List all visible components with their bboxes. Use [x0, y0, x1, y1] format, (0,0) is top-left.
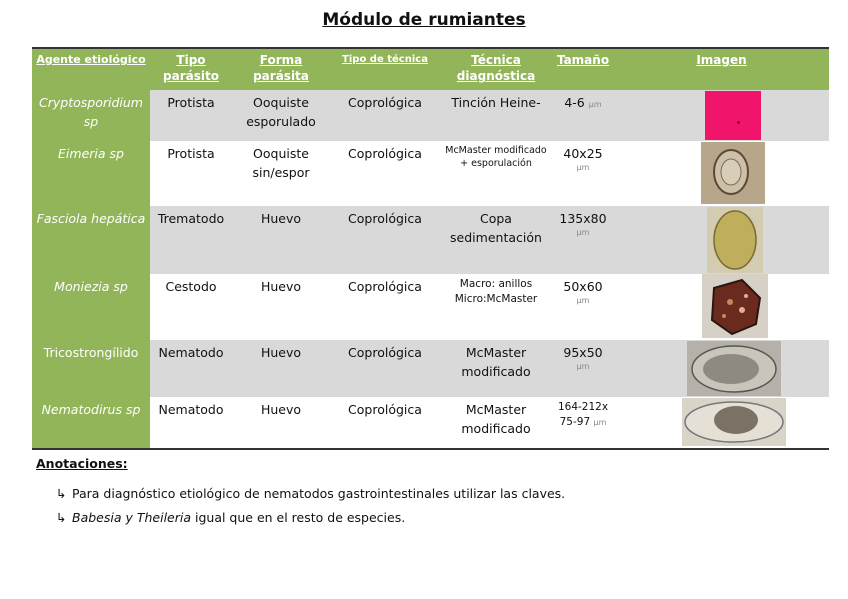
size-cell	[552, 90, 614, 141]
table-row	[32, 397, 829, 449]
arrow-bullet-icon: ↳	[56, 510, 67, 525]
agent-cell: Nematodirus sp	[32, 397, 150, 449]
image-cell	[614, 206, 829, 274]
size-value: 50x60	[563, 279, 603, 294]
size-cell	[552, 141, 614, 206]
size-unit: µm	[576, 228, 590, 237]
size-unit: µm	[576, 163, 590, 172]
technique-cell: McMaster modificado	[440, 340, 552, 397]
eimeria-image	[701, 142, 765, 204]
type-cell: Nematodo	[150, 340, 232, 397]
note-species: Babesia y Theileria	[72, 510, 192, 525]
agent-cell: Tricostrongílido	[32, 340, 150, 397]
technique-type-cell: Coprológica	[348, 146, 422, 161]
type-cell: Protista	[150, 90, 232, 141]
image-cell	[614, 141, 829, 206]
table-header-row	[32, 48, 829, 90]
size-value: 40x25	[563, 146, 603, 161]
type-cell: Nematodo	[158, 402, 224, 417]
tricostrongilido-egg	[687, 341, 781, 396]
type-cell: Trematodo	[150, 206, 232, 274]
type-cell: Cestodo	[165, 279, 217, 294]
agent-cell: Cryptosporidium sp	[32, 90, 150, 141]
table-row	[32, 141, 829, 206]
agent-cell: Eimeria sp	[32, 141, 150, 206]
note-text: Para diagnóstico etiológico de nematodos gastrointestinales utilizar las claves.	[72, 486, 566, 501]
header-technique-type: Tipo de técnica	[330, 48, 440, 90]
eimeria-oocyst	[701, 142, 765, 204]
technique-type-cell: Coprológica	[348, 402, 422, 417]
technique-cell: Tinción Heine-	[440, 90, 552, 141]
annotations-title: Anotaciones:	[36, 456, 128, 471]
image-cell	[614, 340, 829, 397]
size-unit: µm	[576, 296, 590, 305]
form-cell: Huevo	[260, 279, 302, 294]
fasciola-egg	[707, 207, 763, 273]
header-size: Tamaño	[552, 48, 614, 90]
technique-micro: Micro:McMaster	[454, 293, 538, 305]
size-range-length: 164-212x	[557, 401, 609, 413]
header-image: Imagen	[614, 48, 829, 90]
arrow-bullet-icon: ↳	[56, 486, 67, 501]
size-unit: µm	[588, 100, 602, 109]
moniezia-image	[702, 274, 768, 338]
page-title: Módulo de rumiantes	[322, 10, 526, 30]
form-cell: Huevo	[260, 402, 302, 417]
technique-cell: Copa sedimentación	[440, 206, 552, 274]
header-agent: Agente etiológico	[32, 48, 150, 90]
table-row	[32, 274, 829, 340]
agent-cell: Moniezia sp	[32, 274, 150, 340]
note-nematodes	[56, 486, 565, 501]
technique-type-cell: Coprológica	[348, 279, 422, 294]
technique-cell: McMaster modificado	[461, 402, 531, 436]
moniezia-egg	[702, 274, 768, 338]
size-cell	[552, 274, 614, 340]
table-row	[32, 340, 829, 397]
technique-macro: Macro: anillos	[459, 278, 533, 290]
form-cell: Ooquiste sin/espor	[252, 146, 310, 180]
technique-cell	[440, 274, 552, 340]
form-cell: Huevo	[232, 340, 330, 397]
technique-cell: McMaster modificado + esporulación	[445, 145, 547, 169]
size-value: 4-6	[564, 95, 585, 110]
size-cell	[552, 397, 614, 449]
size-value: 95x50	[563, 345, 603, 360]
table-row	[32, 206, 829, 274]
header-diagnostic-technique: Técnica diagnóstica	[440, 48, 552, 90]
note-text: igual que en el resto de especies.	[191, 510, 406, 525]
tricostrongilido-image	[687, 341, 781, 396]
image-cell	[614, 90, 829, 141]
type-cell: Protista	[167, 146, 215, 161]
table-row	[32, 90, 829, 141]
fasciola-image	[707, 207, 763, 273]
size-value: 135x80	[559, 211, 607, 226]
form-cell: Ooquiste esporulado	[232, 90, 330, 141]
image-cell	[614, 274, 829, 340]
technique-type-cell: Coprológica	[330, 340, 440, 397]
size-cell	[552, 340, 614, 397]
size-unit: µm	[576, 362, 590, 371]
form-cell: Huevo	[232, 206, 330, 274]
image-cell	[614, 397, 829, 449]
nematodirus-image	[682, 398, 786, 446]
header-parasite-type: Tipo parásito	[150, 48, 232, 90]
cryptosporidium-image	[705, 91, 761, 140]
nematodirus-egg	[682, 398, 786, 446]
size-range-width: 75-97	[559, 416, 591, 428]
size-cell	[552, 206, 614, 274]
agent-cell: Fasciola hepática	[32, 206, 150, 274]
header-parasite-form: Forma parásita	[232, 48, 330, 90]
technique-type-cell: Coprológica	[330, 206, 440, 274]
note-babesia-theileria	[56, 510, 405, 525]
ruminant-parasite-table	[32, 47, 829, 450]
size-unit: µm	[593, 418, 607, 427]
technique-type-cell: Coprológica	[330, 90, 440, 141]
